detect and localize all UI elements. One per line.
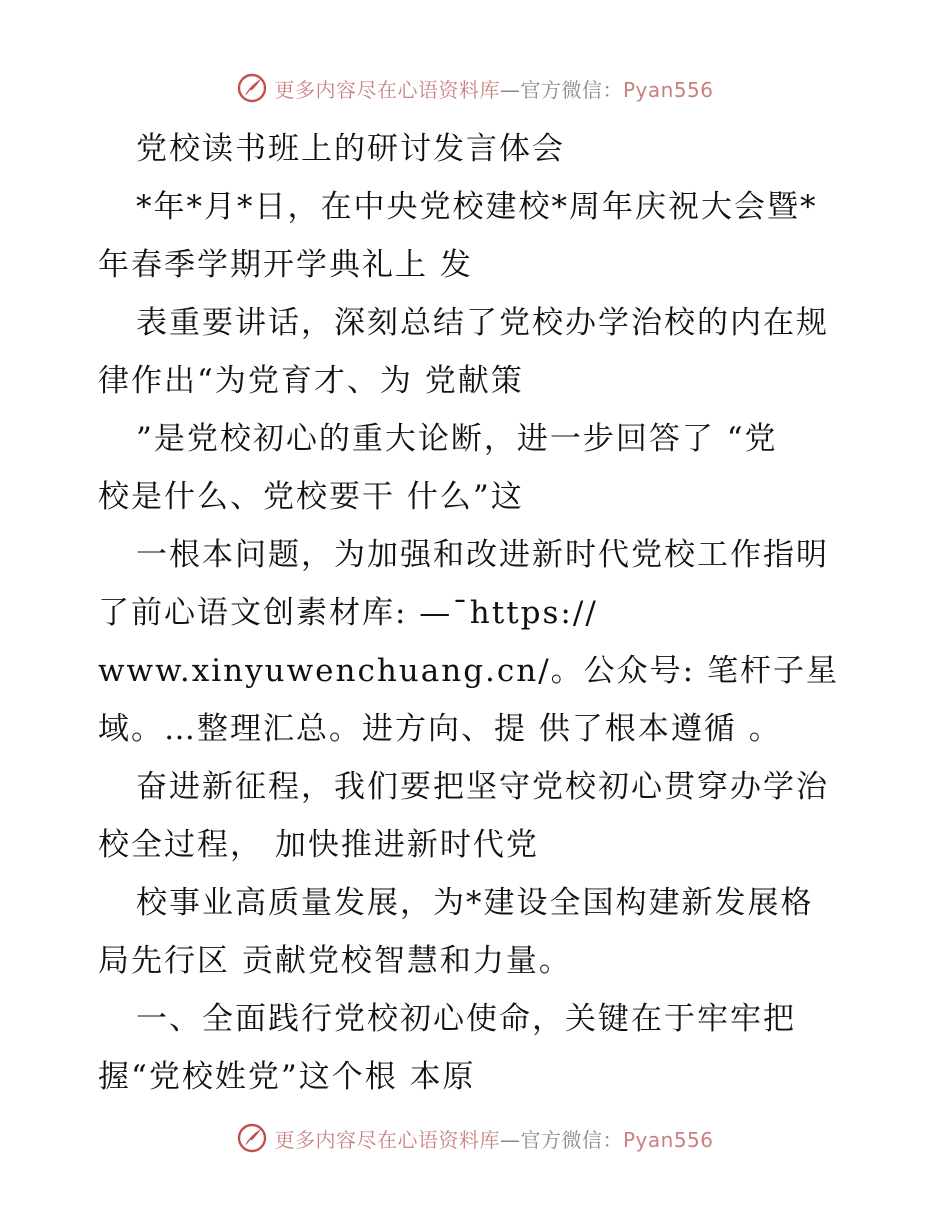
text-line: 一根本问题，为加强和改进新时代党校工作指明 xyxy=(136,537,829,573)
text-line: 律作出“为党育才、为 党献策 xyxy=(98,363,524,399)
banner-wechat-label: 官方微信： xyxy=(520,1127,623,1152)
text-line: 奋进新征程，我们要把坚守党校初心贯穿办学治 xyxy=(136,769,829,805)
text-line: 局先行区 贡献党校智慧和力量。 xyxy=(98,943,572,979)
text-line: 校事业高质量发展，为*建设全国构建新发展格 xyxy=(136,885,814,921)
document-title: 党校读书班上的研讨发言体会 xyxy=(136,131,565,167)
text-line: *年*月*日，在中央党校建校*周年庆祝大会暨* xyxy=(136,189,818,225)
banner-separator: — xyxy=(499,77,521,102)
text-line: 年春季学期开学典礼上 发 xyxy=(98,247,473,283)
section-heading-line: 一、全面践行党校初心使命，关键在于牢牢把 xyxy=(136,1001,796,1037)
text-line: 校是什么、党校要干 什么”这 xyxy=(98,479,524,515)
document-body xyxy=(98,120,858,1106)
feather-seal-icon xyxy=(236,1122,268,1154)
text-line: 表重要讲话，深刻总结了党校办学治校的内在规 xyxy=(136,305,829,341)
header-watermark-banner xyxy=(0,72,950,104)
feather-seal-icon xyxy=(236,72,268,104)
text-line: 握“党校姓党”这个根 本原 xyxy=(98,1059,476,1095)
text-line: ”是党校初心的重大论断，进一步回答了 “党 xyxy=(136,421,778,457)
text-line: 域。…整理汇总。进方向、提 供了根本遵循 。 xyxy=(98,711,782,747)
text-line: 校全过程， 加快推进新时代党 xyxy=(98,827,539,863)
banner-main-text: 更多内容尽在心语资料库 xyxy=(274,1127,500,1152)
footer-watermark-banner xyxy=(0,1122,950,1154)
banner-text xyxy=(274,74,713,103)
text-line: 了前心语文创素材库: —¯https:// xyxy=(98,595,598,631)
url-text-line: www.xinyuwenchuang.cn/。公众号: 笔杆子星 xyxy=(98,653,839,689)
banner-wechat-id: Pyan556 xyxy=(622,77,714,102)
banner-wechat-label: 官方微信： xyxy=(520,77,623,102)
banner-main-text: 更多内容尽在心语资料库 xyxy=(274,77,500,102)
banner-wechat-id: Pyan556 xyxy=(622,1127,714,1152)
banner-separator: — xyxy=(499,1127,521,1152)
banner-text xyxy=(274,1124,713,1153)
